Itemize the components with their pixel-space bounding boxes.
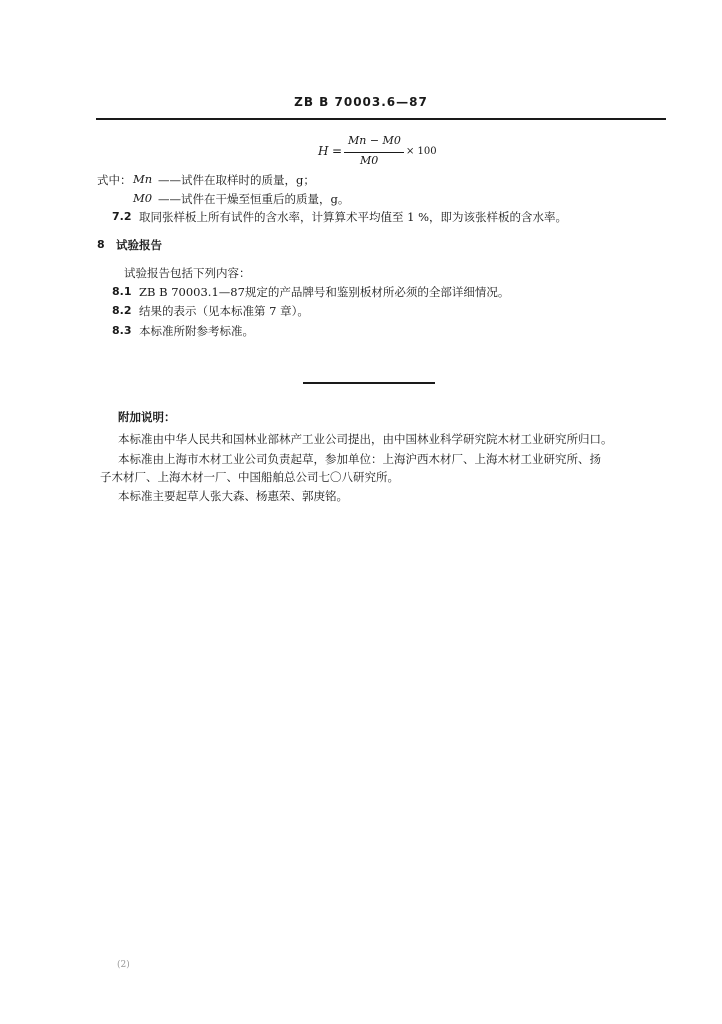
- notes-line-2b: 子木材厂、上海木材一厂、中国船舶总公司七〇八研究所。: [100, 470, 399, 484]
- section-8-intro: 试验报告包括下列内容：: [124, 266, 251, 280]
- notes-line-1: 本标准由中华人民共和国林业部林产工业公司提出，由中国林业科学研究院木材工业研究所归口。: [118, 432, 613, 446]
- section-8-title: 试验报告: [116, 238, 162, 252]
- mn-symbol: Mn: [133, 172, 153, 186]
- standard-number-header: ZB B 70003.6—87: [294, 95, 428, 109]
- clause-8-1-number: 8.1: [112, 285, 132, 298]
- m0-symbol: M0: [133, 191, 153, 205]
- header-rule: [96, 118, 666, 120]
- section-divider: [303, 382, 435, 384]
- formula-equals: =: [332, 144, 343, 158]
- clause-8-1-text: ZB B 70003.1—87规定的产品牌号和鉴别板材所必须的全部详细情况。: [139, 285, 510, 299]
- clause-8-3-text: 本标准所附参考标准。: [139, 324, 254, 338]
- notes-title: 附加说明：: [118, 410, 176, 424]
- formula-factor: × 100: [406, 146, 437, 157]
- notes-line-3: 本标准主要起草人张大森、杨惠荣、郭庚铭。: [118, 489, 348, 503]
- formula-denominator: M0: [360, 154, 379, 167]
- formula-numerator: Mn − M0: [348, 134, 401, 147]
- clause-7-2-number: 7.2: [112, 210, 132, 223]
- where-intro: 式中：: [97, 173, 132, 187]
- formula-lhs: H: [318, 144, 329, 158]
- moisture-formula: [318, 134, 448, 176]
- clause-8-2-text: 结果的表示（见本标准第 7 章）。: [139, 304, 309, 318]
- page-mark: (2): [117, 960, 130, 970]
- mn-definition: ——试件在取样时的质量，g；: [158, 173, 315, 187]
- clause-7-2-text: 取同张样板上所有试件的含水率，计算算术平均值至 1 %，即为该张样板的含水率。: [139, 210, 568, 224]
- m0-definition: ——试件在干燥至恒重后的质量，g。: [158, 192, 350, 206]
- notes-line-2a: 本标准由上海市木材工业公司负责起草，参加单位：上海沪西木材厂、上海木材工业研究所、扬: [118, 452, 601, 466]
- fraction-line: [344, 152, 404, 153]
- clause-8-2-number: 8.2: [112, 304, 132, 317]
- clause-8-3-number: 8.3: [112, 324, 132, 337]
- section-8-number: 8: [97, 238, 105, 251]
